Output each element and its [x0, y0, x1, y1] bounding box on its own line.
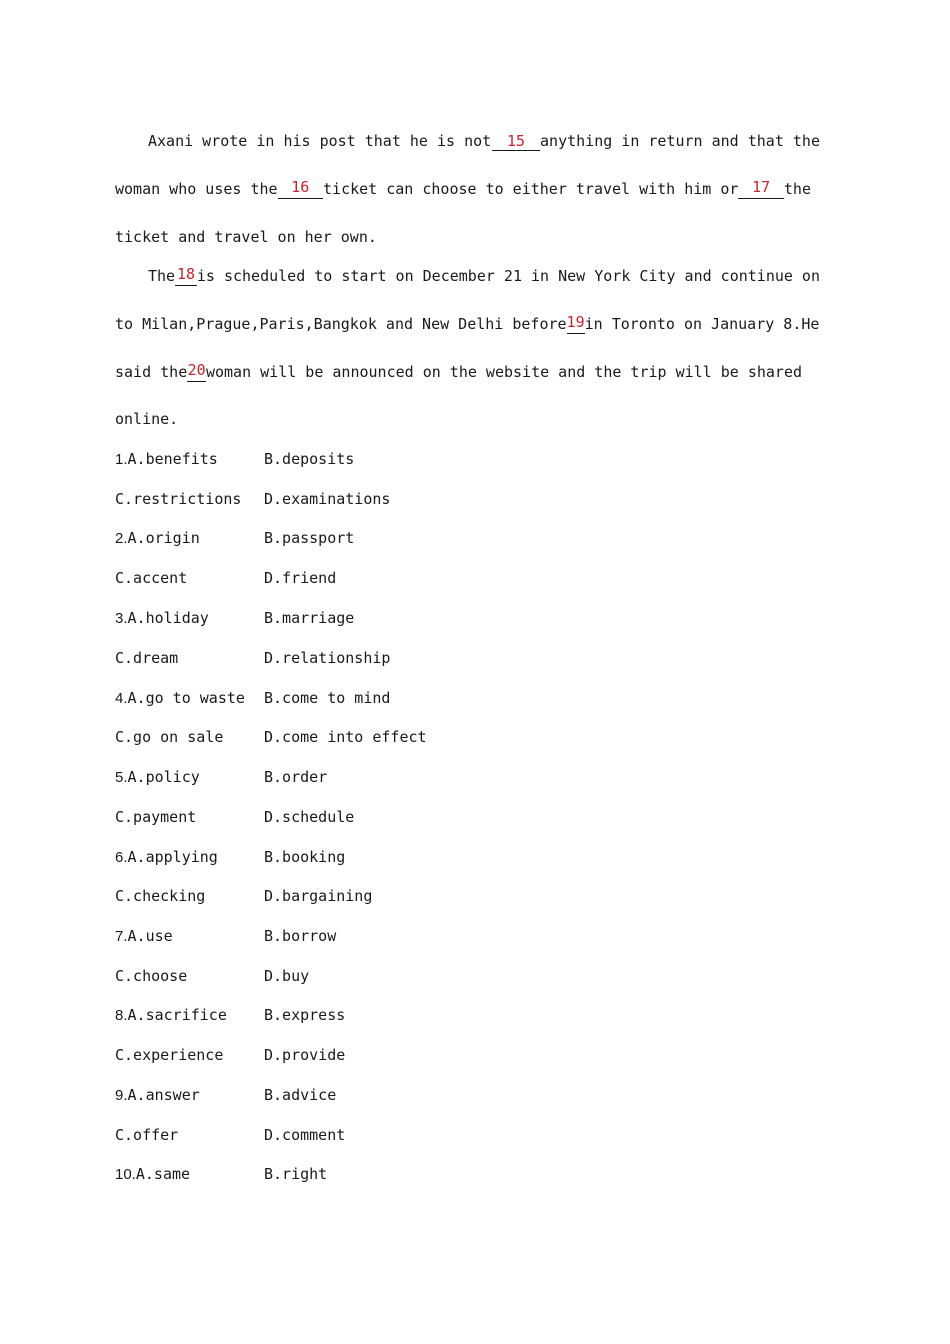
option-d: D.bargaining [264, 887, 373, 905]
passage-text: said the [115, 363, 188, 381]
question-number: 8. [115, 1007, 128, 1024]
passage-text: The [148, 267, 176, 285]
option-a: A.policy [127, 768, 200, 786]
passage-text: is scheduled to start on December 21 in New York City and continue on [196, 267, 820, 285]
option-c: C.choose [115, 967, 188, 985]
passage-line [115, 314, 819, 334]
option-a: A.go to waste [127, 689, 245, 707]
option-b: B.order [264, 768, 328, 786]
question-number: 4. [115, 690, 128, 707]
question-number: 10. [115, 1166, 136, 1183]
passage-line [115, 179, 811, 199]
option-c: C.offer [115, 1126, 179, 1144]
option-b: B.come to mind [264, 689, 391, 707]
question-number: 3. [115, 610, 128, 627]
option-a: A.applying [127, 848, 218, 866]
blank-19: 19 [567, 314, 585, 334]
question-number: 9. [115, 1087, 128, 1104]
option-c: C.go on sale [115, 728, 224, 746]
passage-line [115, 362, 802, 382]
option-b: B.booking [264, 848, 346, 866]
passage-line [115, 227, 835, 247]
question-number: 5. [115, 769, 128, 786]
question-number: 7. [115, 928, 128, 945]
option-a: A.benefits [127, 450, 218, 468]
blank-16: 16 [278, 179, 323, 199]
question-number: 6. [115, 849, 128, 866]
option-a: A.answer [127, 1086, 200, 1104]
option-d: D.come into effect [264, 728, 427, 746]
option-b: B.deposits [264, 450, 355, 468]
option-a: A.use [127, 927, 173, 945]
passage-text: anything in return and that the [540, 132, 820, 150]
passage-text: online. [115, 410, 179, 428]
option-c: C.accent [115, 569, 188, 587]
passage-line [148, 131, 820, 151]
option-a: A.sacrifice [127, 1006, 227, 1024]
passage-line [115, 409, 835, 429]
passage-text: woman who uses the [115, 180, 278, 198]
option-b: B.advice [264, 1086, 337, 1104]
option-b: B.borrow [264, 927, 337, 945]
passage-text: ticket and travel on her own. [115, 228, 377, 246]
option-d: D.friend [264, 569, 337, 587]
option-d: D.provide [264, 1046, 346, 1064]
passage-line [148, 266, 820, 286]
option-b: B.marriage [264, 609, 355, 627]
option-a: A.origin [127, 529, 200, 547]
passage-text: Axani wrote in his post that he is not [148, 132, 492, 150]
option-a: A.holiday [127, 609, 209, 627]
option-c: C.restrictions [115, 490, 242, 508]
option-c: C.payment [115, 808, 197, 826]
option-a: A.same [135, 1165, 191, 1183]
option-d: D.comment [264, 1126, 346, 1144]
passage-text: ticket can choose to either travel with him or [323, 180, 739, 198]
option-d: D.relationship [264, 649, 391, 667]
blank-17: 17 [738, 179, 783, 199]
option-b: B.right [264, 1165, 328, 1183]
option-c: C.dream [115, 649, 179, 667]
option-b: B.express [264, 1006, 346, 1024]
question-number: 1. [115, 451, 128, 468]
blank-15: 15 [492, 133, 540, 151]
question-number: 2. [115, 530, 128, 547]
passage-text: in Toronto on January 8.He [584, 315, 820, 333]
passage-text: woman will be announced on the website and the trip will be shared [205, 363, 802, 381]
option-c: C.checking [115, 887, 206, 905]
option-d: D.buy [264, 967, 310, 985]
option-d: D.examinations [264, 490, 391, 508]
blank-18: 18 [175, 266, 197, 286]
blank-20: 20 [187, 362, 206, 382]
option-d: D.schedule [264, 808, 355, 826]
option-b: B.passport [264, 529, 355, 547]
passage-text: the [783, 180, 811, 198]
passage-text: to Milan,Prague,Paris,Bangkok and New Delhi before [115, 315, 567, 333]
option-c: C.experience [115, 1046, 224, 1064]
